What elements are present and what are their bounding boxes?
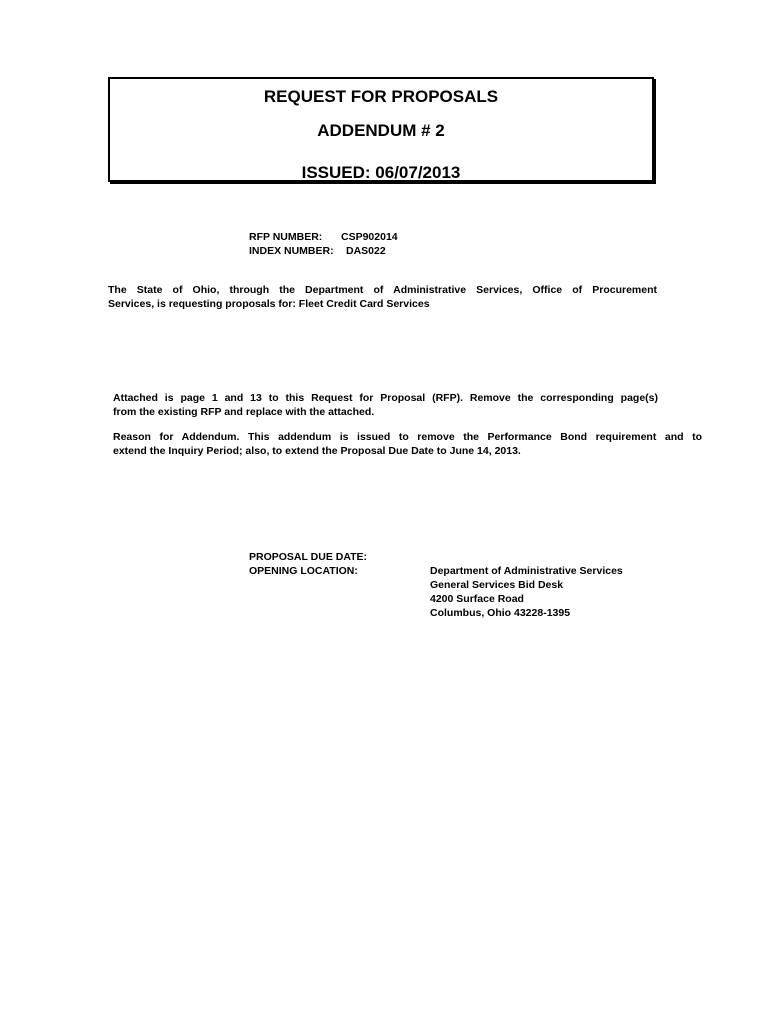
attached-line-2: from the existing RFP and replace with the attached. xyxy=(113,406,375,418)
opening-location-address xyxy=(430,564,623,620)
intro-paragraph xyxy=(108,283,657,311)
reason-line-2: extend the Inquiry Period; also, to extend the Proposal Due Date to June 14, 2013. xyxy=(113,445,521,457)
document-title: REQUEST FOR PROPOSALS xyxy=(263,87,499,106)
index-number-label: INDEX NUMBER: xyxy=(249,245,334,257)
issued-date: ISSUED: 06/07/2013 xyxy=(301,163,461,182)
proposal-due-date-label: PROPOSAL DUE DATE: xyxy=(249,551,368,563)
address-line: Columbus, Ohio 43228-1395 xyxy=(430,607,571,619)
title-box xyxy=(108,77,654,182)
rfp-number-label: RFP NUMBER: xyxy=(249,231,323,243)
addendum-number: ADDENDUM # 2 xyxy=(317,121,445,140)
address-line: Department of Administrative Services xyxy=(430,565,623,577)
index-number-value: DAS022 xyxy=(346,245,386,257)
attached-paragraph xyxy=(113,391,658,419)
attached-line-1: Attached is page 1 and 13 to this Request for Proposal (RFP). Remove the corresponding page(s) xyxy=(113,392,658,404)
intro-line-1: The State of Ohio, through the Department of Administrative Services, Office of Procurement xyxy=(108,284,657,296)
reason-paragraph xyxy=(113,430,702,458)
address-line: 4200 Surface Road xyxy=(430,593,524,605)
rfp-number-value: CSP902014 xyxy=(341,231,398,243)
intro-line-2: Services, is requesting proposals for: Fleet Credit Card Services xyxy=(108,298,430,310)
opening-location-label: OPENING LOCATION: xyxy=(249,565,358,577)
reason-line-1: Reason for Addendum. This addendum is issued to remove the Performance Bond requirement and to xyxy=(113,431,702,443)
address-line: General Services Bid Desk xyxy=(430,579,564,591)
